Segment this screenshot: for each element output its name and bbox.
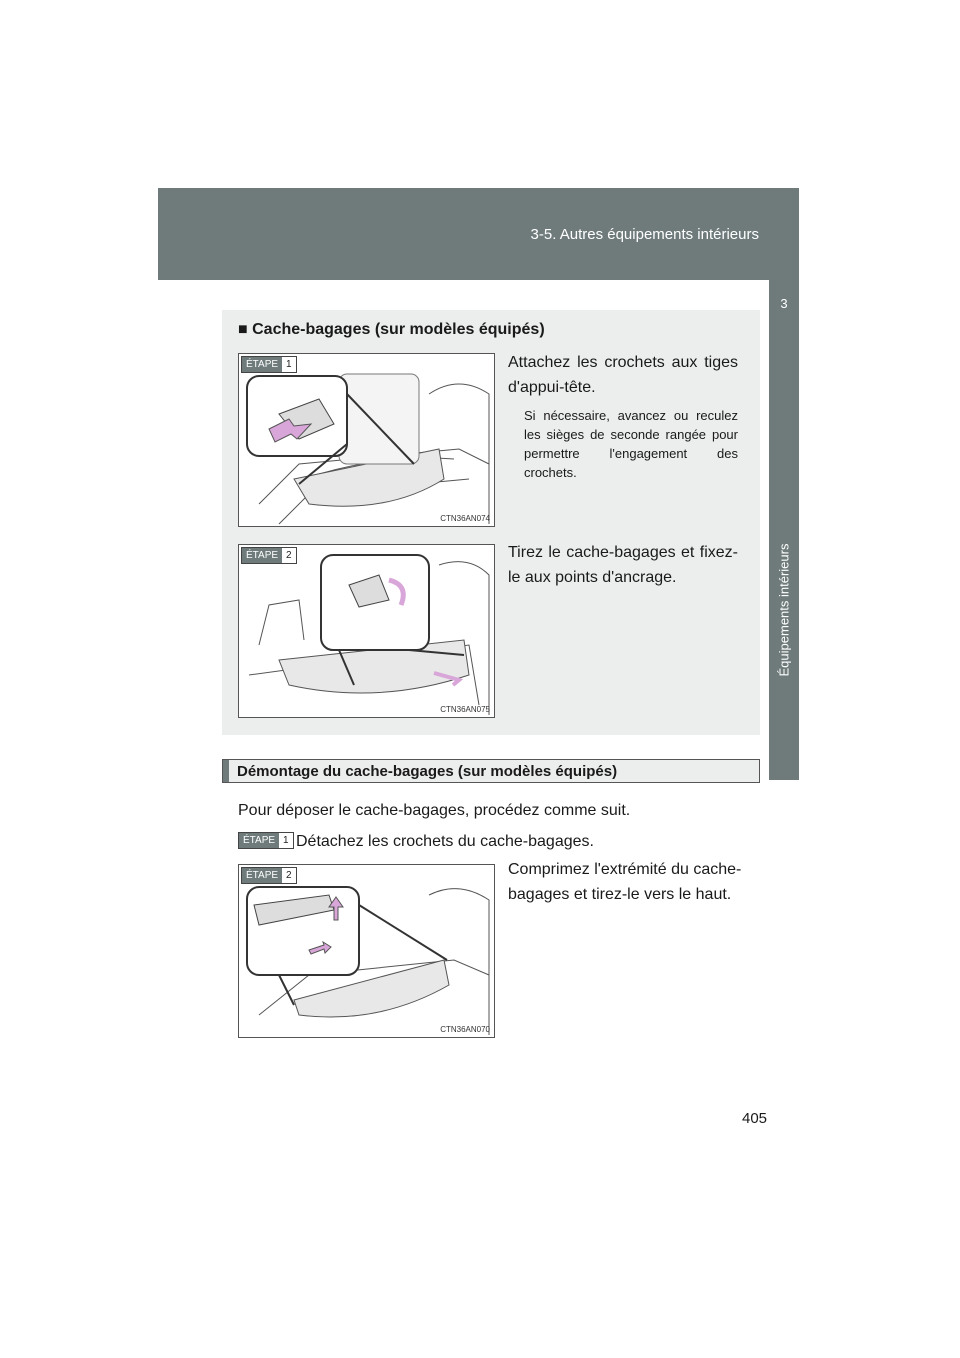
figure-code: CTN36AN070 [440,1025,490,1034]
page-number: 405 [742,1110,768,1127]
figure-code: CTN36AN075 [440,705,490,714]
chapter-tab [769,280,799,780]
etape-badge: ÉTAPE 1 [238,832,294,849]
section-heading [222,759,760,783]
figure-step2 [238,544,495,718]
figure-code: CTN36AN074 [440,514,490,523]
illustration-remove [239,865,495,1038]
figure-section-step2 [238,864,495,1038]
chapter-number: 3 [780,296,788,311]
section-heading-title: Démontage du cache-bagages (sur modèles équipés) [237,763,618,780]
step1-text: Attachez les crochets aux tiges d'appui-tête. [508,354,738,396]
section-step2-text: Comprimez l'extrémité du cache-bagages et tirez-le vers le haut. [508,861,742,903]
section-intro: Pour déposer le cache-bagages, procédez comme suit. [238,802,631,819]
etape-badge: ÉTAPE 2 [241,867,297,884]
illustration-anchor [239,545,495,718]
step1-note: Si nécessaire, avancez ou reculez les sièges de seconde rangée pour permettre l'engagement des crochets. [524,408,738,480]
section-title: 3-5. Autres équipements intérieurs [530,226,759,243]
chapter-label: Équipements intérieurs [776,543,792,677]
etape-badge: ÉTAPE 1 [241,356,297,373]
header-bar [158,188,799,280]
figure-step1 [238,353,495,527]
section-step1-text: Détachez les crochets du cache-bagages. [296,833,594,850]
etape-badge: ÉTAPE 2 [241,547,297,564]
box-heading: ■ Cache-bagages (sur modèles équipés) [238,321,545,338]
step2-text: Tirez le cache-bagages et fixez-le aux points d'ancrage. [508,544,738,586]
illustration-hooks [239,354,495,527]
